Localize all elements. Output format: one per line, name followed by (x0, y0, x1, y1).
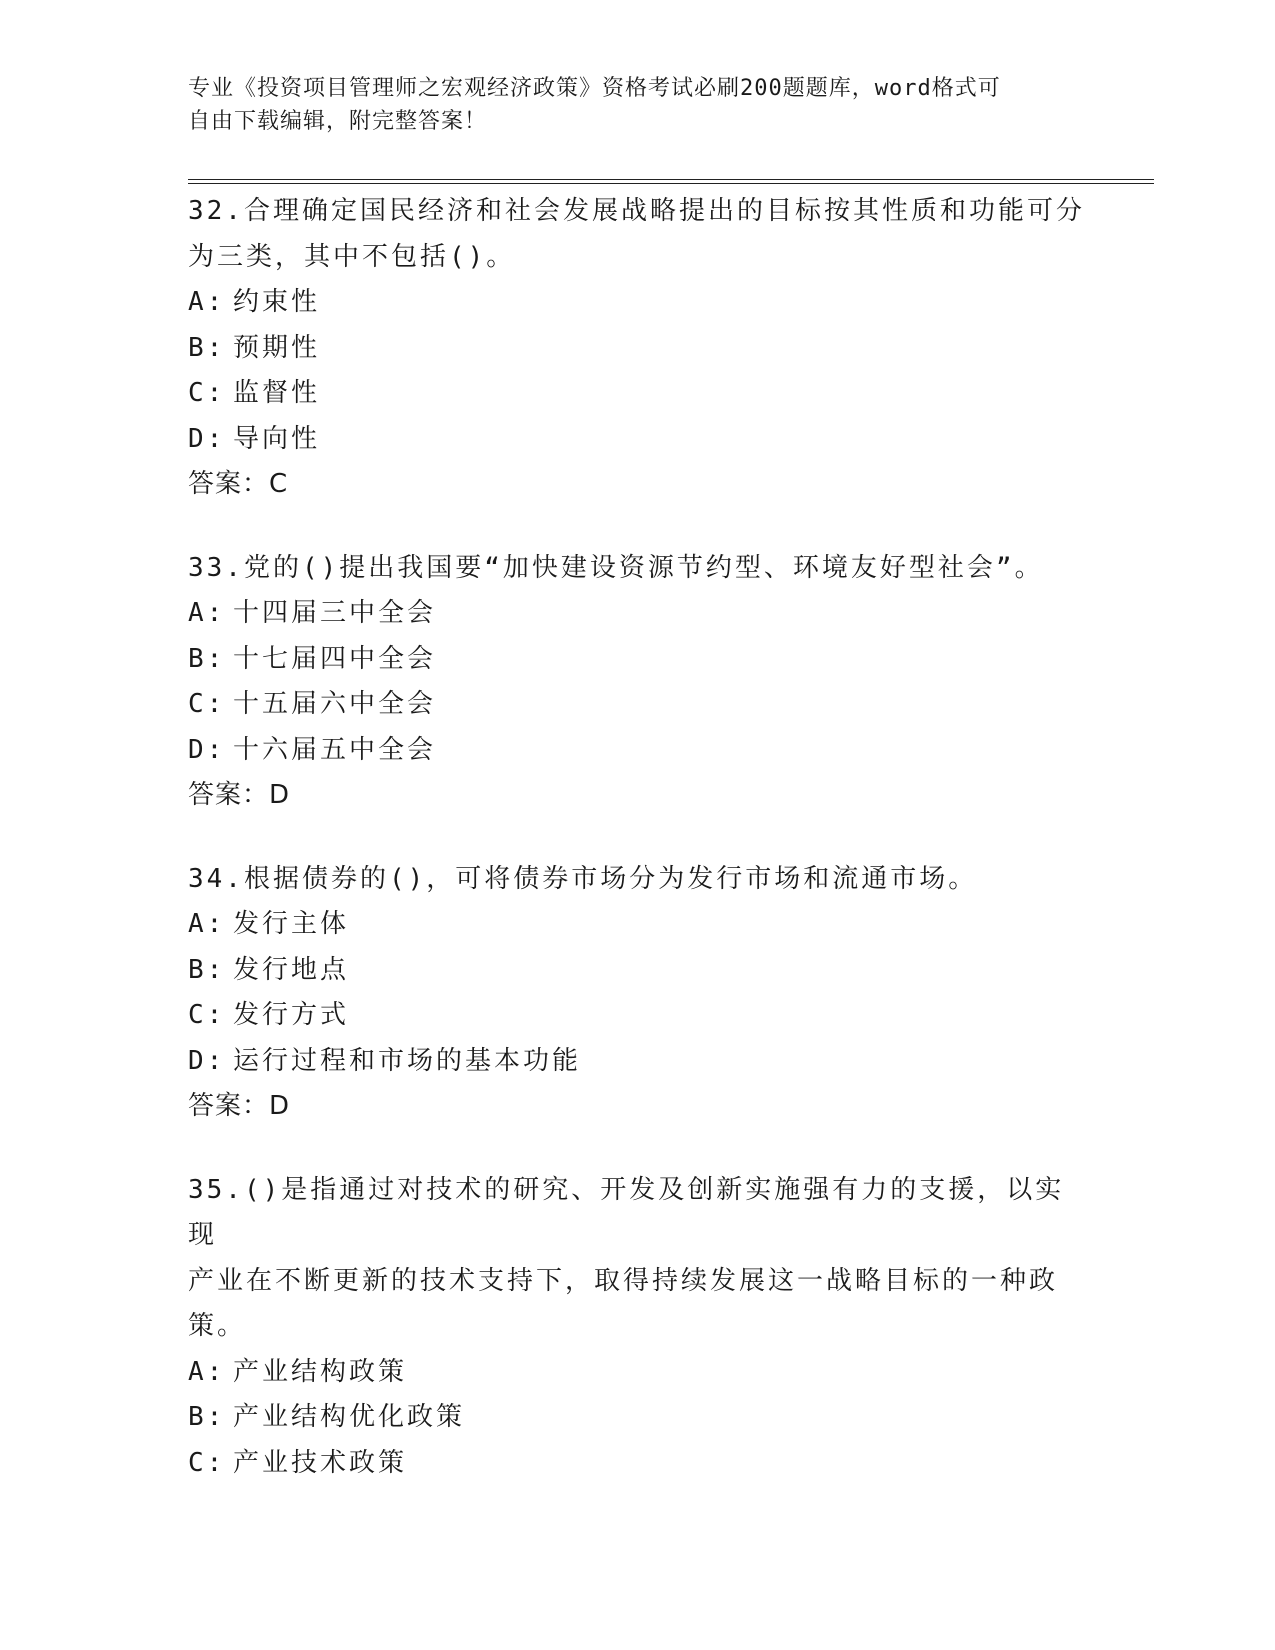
option-key: B: (188, 954, 226, 985)
option-key: D: (188, 734, 226, 765)
option-key: C: (188, 1447, 226, 1478)
option-list (188, 280, 1088, 462)
option-key: D: (188, 1045, 226, 1076)
option-key: A: (188, 598, 226, 628)
option-item (188, 326, 1088, 372)
option-list (188, 902, 1088, 1084)
option-key: A: (188, 1356, 226, 1387)
question-stem-line: 产业在不断更新的技术支持下，取得持续发展这一战略目标的一种政 (188, 1265, 1059, 1296)
option-item (188, 902, 1088, 948)
option-item (188, 1039, 1088, 1085)
option-item (188, 591, 1088, 637)
option-key: A: (188, 909, 226, 939)
option-text: 导向性 (233, 423, 321, 454)
answer-line: 答案：D (188, 1091, 291, 1121)
option-key: B: (188, 1402, 226, 1432)
option-item (188, 637, 1088, 683)
document-header (188, 72, 1088, 138)
header-divider-top (188, 179, 1154, 180)
header-line-1: 专业《投资项目管理师之宏观经济政策》资格考试必刷200题题库，word格式可 (188, 76, 1001, 101)
question-block (188, 1168, 1088, 1487)
option-text: 监督性 (233, 378, 321, 408)
option-text: 产业结构政策 (233, 1356, 408, 1387)
option-text: 产业结构优化政策 (233, 1402, 466, 1432)
header-line-2: 自由下载编辑，附完整答案！ (188, 109, 488, 134)
option-text: 约束性 (233, 287, 321, 317)
option-item (188, 1395, 1088, 1441)
question-stem-line: 策。 (188, 1311, 247, 1341)
question-stem-line: 为三类，其中不包括()。 (188, 241, 516, 272)
answer-line: 答案：C (188, 469, 289, 499)
option-text: 十五届六中全会 (233, 689, 437, 719)
option-text: 预期性 (233, 332, 321, 363)
option-item (188, 1441, 1088, 1487)
option-key: C: (188, 378, 226, 408)
option-item (188, 993, 1088, 1039)
option-key: C: (188, 689, 226, 719)
option-item (188, 682, 1088, 728)
question-block (188, 857, 1088, 1130)
option-item (188, 371, 1088, 417)
option-text: 发行地点 (233, 954, 350, 985)
option-key: B: (188, 643, 226, 674)
option-list (188, 1350, 1088, 1487)
option-list (188, 591, 1088, 773)
question-stem-line: 33.党的()提出我国要“加快建设资源节约型、环境友好型社会”。 (188, 552, 1044, 583)
option-key: B: (188, 332, 226, 363)
option-key: C: (188, 1000, 226, 1030)
option-text: 十七届四中全会 (233, 643, 437, 674)
question-stem-line: 32.合理确定国民经济和社会发展战略提出的目标按其性质和功能可分 (188, 196, 1085, 226)
question-stem-line: 35.()是指通过对技术的研究、开发及创新实施强有力的支援，以实现 (188, 1174, 1065, 1250)
question-stem-line: 34.根据债券的()，可将债券市场分为发行市场和流通市场。 (188, 863, 978, 894)
question-block (188, 189, 1088, 508)
option-text: 十六届五中全会 (233, 734, 437, 765)
option-item (188, 728, 1088, 774)
option-item (188, 948, 1088, 994)
option-item (188, 280, 1088, 326)
option-key: D: (188, 423, 226, 454)
header-divider-bottom (188, 183, 1154, 184)
question-list (188, 189, 1088, 1524)
option-item (188, 417, 1088, 463)
answer-line: 答案：D (188, 780, 291, 810)
option-key: A: (188, 287, 226, 317)
option-text: 发行方式 (233, 1000, 350, 1030)
option-item (188, 1350, 1088, 1396)
question-block (188, 546, 1088, 819)
option-text: 产业技术政策 (233, 1447, 408, 1478)
option-text: 运行过程和市场的基本功能 (233, 1045, 582, 1076)
option-text: 十四届三中全会 (233, 598, 437, 628)
option-text: 发行主体 (233, 909, 350, 939)
